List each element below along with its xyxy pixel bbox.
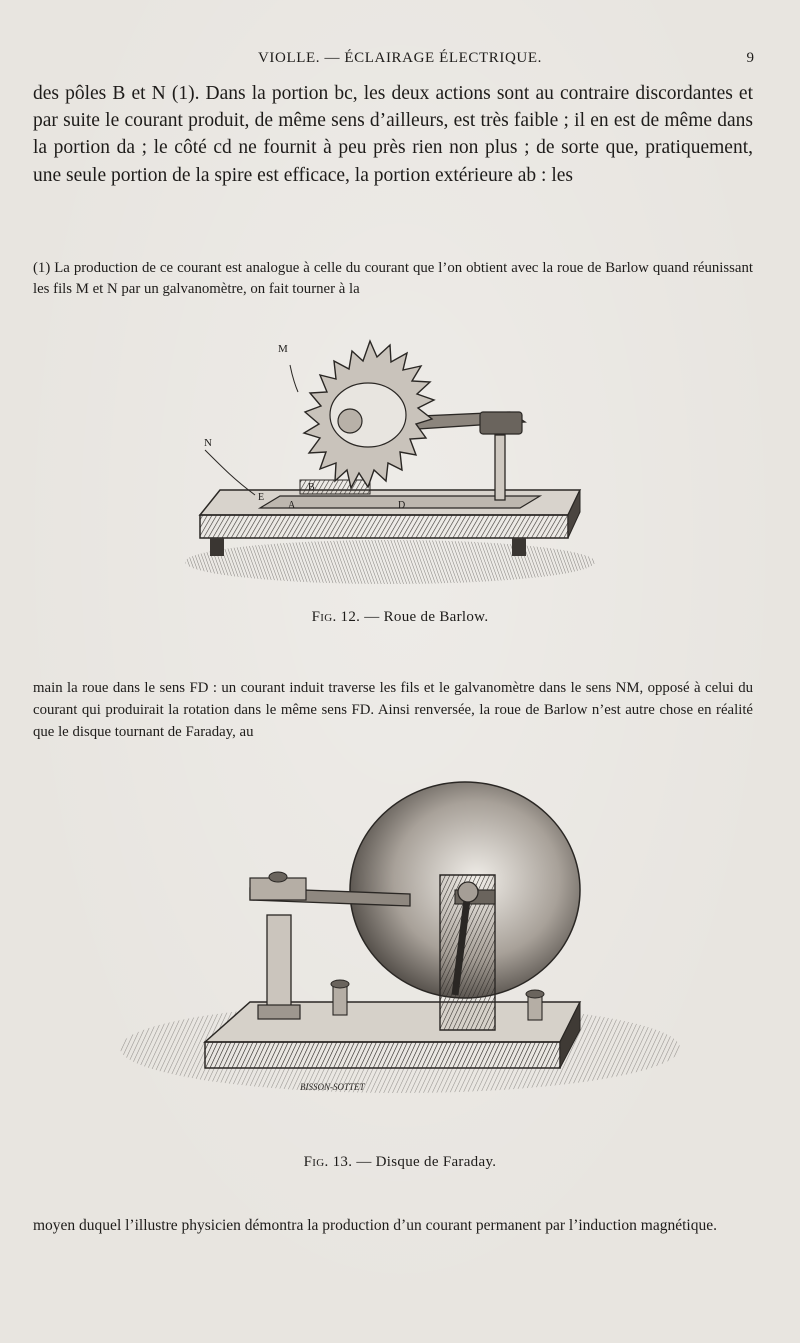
base-front: [205, 1042, 560, 1068]
label-b: B: [308, 482, 315, 493]
page-number: 9: [746, 50, 754, 66]
bleed-through-texture: [40, 300, 760, 324]
wire-n: [205, 450, 255, 495]
label-m: M: [278, 343, 288, 355]
label-a: A: [288, 500, 296, 511]
base-shadow: [185, 540, 595, 584]
base-front: [200, 515, 568, 538]
figure-faraday-disk: [110, 780, 690, 1100]
label-d: D: [398, 500, 406, 511]
axle-clamp: [480, 412, 522, 434]
body-paragraph-3: moyen duquel l’illustre physicien démontra la production d’un courant permanent par l’induction magnétique.: [33, 1217, 717, 1234]
figure-12-number: Fig. 12.: [311, 609, 361, 625]
figure-13-number: Fig. 13.: [303, 1154, 353, 1170]
support-post: [495, 435, 505, 500]
figure-12-caption: [0, 609, 800, 626]
crank-hub: [458, 882, 478, 902]
label-e: E: [258, 492, 265, 503]
binding-post-left-cap: [331, 980, 349, 988]
running-header: [0, 50, 800, 72]
clamp-screw: [269, 872, 287, 882]
figure-barlow-wheel: [180, 330, 600, 590]
body-paragraph-1: des pôles B et N (1). Dans la portion bc, les deux actions sont au contraire discordantes et par suite le courant produit, de même sens d’ailleurs, est très faible ; il en est de même dans la portion da ; le côté cd ne fournit à peu près rien non plus ; de sorte que, pratiquement, une seule portion de la spire est efficace, la portion extérieure ab : les: [33, 83, 753, 186]
running-title: VIOLLE. — ÉCLAIRAGE ÉLECTRIQUE.: [258, 50, 542, 66]
body-paragraph-2: main la roue dans le sens FD : un courant induit traverse les fils et le galvanomètre dans le sens NM, opposé à celui du courant qui produirait la rotation dans le même sens FD. Ainsi renversée, la roue de Barlow n’est autre chose en réalité que le disque tournant de Faraday, au: [33, 680, 753, 740]
wire-m: [290, 365, 298, 392]
figure-13-title: — Disque de Faraday.: [356, 1154, 497, 1170]
figure-13-caption: [0, 1154, 800, 1171]
left-pillar: [267, 915, 291, 1015]
engraver-signature: BISSON-SOTTET: [300, 1082, 365, 1092]
left-pillar-foot: [258, 1005, 300, 1019]
base-foot-left: [210, 538, 224, 556]
figure-12-title: — Roue de Barlow.: [364, 609, 489, 625]
binding-post-right-cap: [526, 990, 544, 998]
footnote: (1) La production de ce courant est analogue à celle du courant que l’on obtient avec la roue de Barlow quand réunissant les fils M et N par un galvanomètre, on fait tourner à la: [33, 260, 753, 297]
binding-post-left: [333, 985, 347, 1015]
binding-post-right: [528, 995, 542, 1020]
star-wheel: [304, 341, 434, 488]
base-foot-right: [512, 538, 526, 556]
label-n: N: [204, 437, 212, 449]
